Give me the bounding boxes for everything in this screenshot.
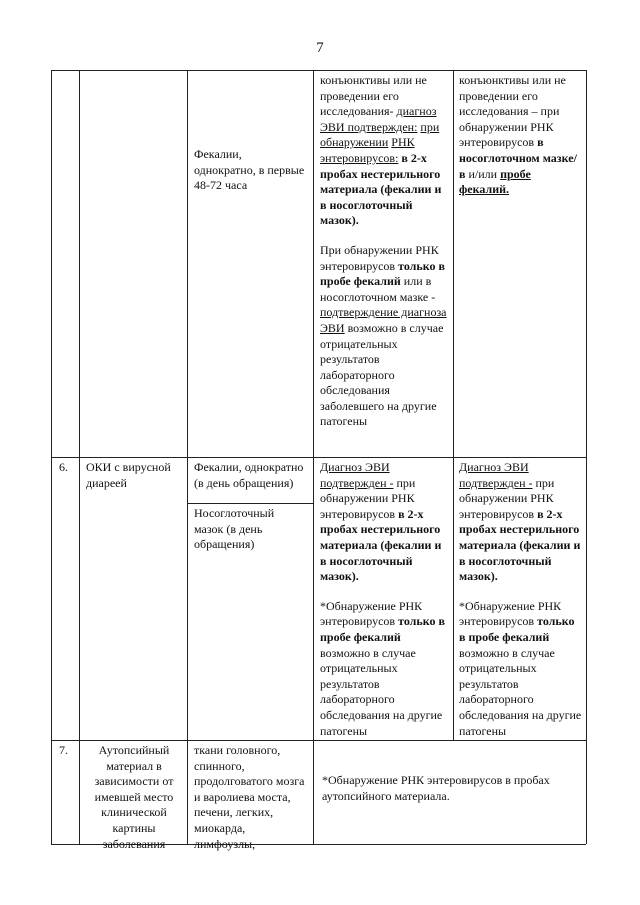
row-divider-6 <box>51 457 586 458</box>
row5-specimen <box>194 147 306 194</box>
row5-specimen-text: Фекалии, однократно, в первые 48-72 часа <box>194 147 305 193</box>
text: подтверждение диагноза ЭВИ <box>320 305 447 335</box>
row5-c5-para <box>459 73 583 198</box>
text: Фекалии, однократно (в день обращения) <box>194 460 304 490</box>
text: только в пробе фекалий <box>320 258 445 289</box>
row5-c4-para1 <box>320 73 450 229</box>
row6-name <box>86 460 186 491</box>
text: конъюнктивы или не проведении его исследования- <box>320 73 427 119</box>
text: Аутопсийный материал в зависимости от имевшей место клинической картины заболевания <box>94 743 174 851</box>
text: в 2-х пробах нестерильного материала (фекалии и в носоглоточный мазок). <box>459 506 581 584</box>
row7-name <box>84 743 184 852</box>
text: только в пробе фекалий <box>320 614 445 644</box>
text: при обнаружении <box>320 119 440 150</box>
text: в 2-х пробах нестерильного материала (фекалии и в носоглоточный мазок). <box>320 150 442 228</box>
text: *Обнаружение РНК энтеровирусов <box>320 598 423 629</box>
text: Диагноз ЭВИ подтвержден - <box>459 460 533 490</box>
row5-result-probable <box>459 73 583 198</box>
col-divider-4 <box>453 70 454 740</box>
text: возможно в случае отрицательных результатов лабораторного обследования заболевшего на другие патогены <box>320 320 444 429</box>
text: *Обнаружение РНК энтеровирусов в пробах аутопсийного материала. <box>322 773 550 803</box>
text: 6. <box>59 460 68 474</box>
text: Диагноз ЭВИ подтвержден - <box>320 460 394 490</box>
text: диагноз ЭВИ подтвержден: <box>320 104 437 134</box>
text: возможно в случае отрицательных результатов лабораторного обследования на другие патогены <box>459 645 582 738</box>
text: ткани головного, спинного, продолговатого мозга и варолиева моста, печени, легких, миокарда, лимфоузлы, <box>194 743 305 851</box>
text: возможно в случае отрицательных результатов лабораторного обследования на другие патогены <box>320 645 443 738</box>
text: пробе фекалий. <box>459 166 531 197</box>
row7-number <box>59 743 79 759</box>
table-border-right <box>586 70 587 844</box>
text: 7. <box>59 743 68 757</box>
text: и/или <box>468 166 498 181</box>
text: в носоглоточном мазке/в <box>459 135 577 181</box>
page-number: 7 <box>316 40 324 56</box>
text: ОКИ с вирусной диареей <box>86 460 171 490</box>
text: или в носоглоточном мазке - <box>320 274 436 304</box>
text: *Обнаружение РНК энтеровирусов <box>459 598 562 629</box>
row6-c5-para2 <box>459 599 583 739</box>
row6-specimen-divider <box>187 503 313 504</box>
row6-number <box>59 460 79 476</box>
row6-c4-para2 <box>320 599 450 739</box>
text: только в пробе фекалий <box>459 614 575 644</box>
text: при обнаружении РНК энтеровирусов <box>459 475 555 521</box>
row6-c5-para1 <box>459 460 583 585</box>
row5-c4-para2 <box>320 243 450 430</box>
row6-specimen-swab <box>194 506 306 553</box>
row7-specimen <box>194 743 309 852</box>
text: конъюнктивы или не проведении его исследования – при обнаружении РНК энтеровирусов <box>459 73 566 150</box>
row6-c4-para1 <box>320 460 450 585</box>
row-divider-7 <box>51 740 586 741</box>
table-border-top <box>51 70 586 71</box>
row6-result-probable <box>459 460 583 739</box>
text: в 2-х пробах нестерильного материала (фекалии и в носоглоточный мазок). <box>320 506 442 584</box>
row5-result-confirmed <box>320 73 450 430</box>
row6-result-confirmed <box>320 460 450 739</box>
text: При обнаружении РНК энтеровирусов <box>320 242 439 273</box>
text: РНК энтеровирусов: <box>320 135 415 165</box>
row6-specimen-feces <box>194 460 312 491</box>
row7-result <box>322 773 577 804</box>
text: при обнаружении РНК энтеровирусов <box>320 475 416 521</box>
text: Носоглоточный мазок (в день обращения) <box>194 506 275 552</box>
